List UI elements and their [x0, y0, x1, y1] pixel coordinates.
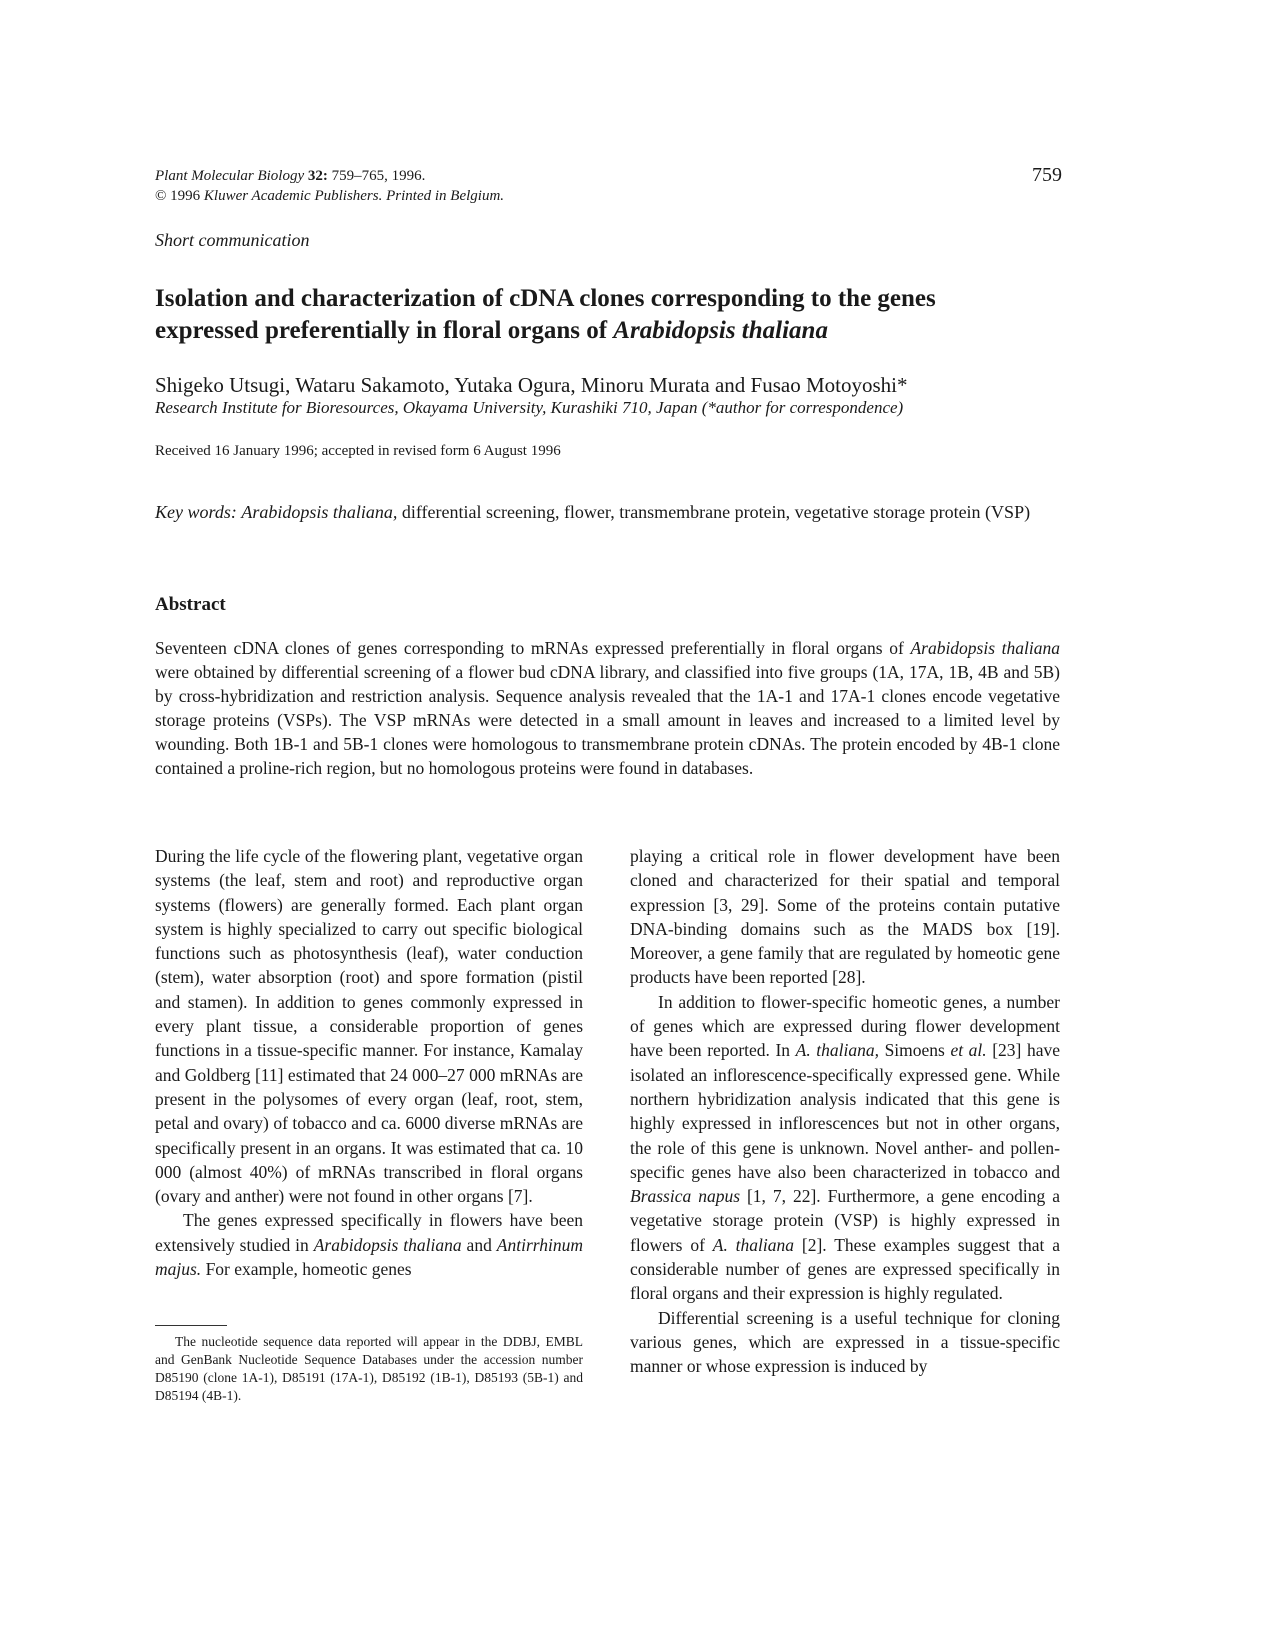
keywords-species: Arabidopsis thaliana, — [241, 502, 398, 522]
right-paragraph-3: Differential screening is a useful technique for cloning various genes, which are expressed in a tissue-specific manner or whose expression is induced by — [630, 1307, 1060, 1377]
printed-in: Printed in Belgium. — [386, 188, 505, 204]
right-column — [630, 844, 1060, 1379]
left-p2-species-2: Antirrhinum majus. — [155, 1234, 583, 1280]
right-p2-part-d: [1, 7, 22]. Furthermore, a gene encoding a vegetative storage protein (VSP) is highly expressed in flowers of — [630, 1186, 1060, 1255]
right-p2-species-2: Brassica napus — [630, 1186, 741, 1207]
title-line-2-prefix: expressed preferentially in floral organs of — [155, 317, 614, 344]
right-p2-species-1: A. thaliana, — [795, 1040, 879, 1061]
keywords-rest: differential screening, flower, transmembrane protein, vegetative storage protein (VSP) — [401, 502, 1031, 522]
footnote-rule — [155, 1325, 227, 1326]
abstract-part-1: Seventeen cDNA clones of genes corresponding to mRNAs expressed preferentially in floral organs of — [155, 638, 911, 658]
keywords — [155, 500, 1060, 524]
copyright-symbol: © — [155, 188, 167, 204]
left-p2-part-b: and — [461, 1234, 497, 1255]
right-p2-et-al: et al. — [950, 1040, 987, 1061]
abstract-heading: Abstract — [155, 594, 226, 615]
left-p2-part-c: For example, homeotic genes — [201, 1259, 412, 1280]
affiliation: Research Institute for Bioresources, Okayama University, Kurashiki 710, Japan (*author for correspondence) — [155, 398, 904, 417]
right-p2-part-c: [23] have isolated an inflorescence-specifically expressed gene. While northern hybridization analysis indicated that this gene is highly expressed in inflorescences but not in other organs, the role of this gene is unknown. Novel anther- and pollen-specific genes have also been characterized in tobacco and — [630, 1040, 1060, 1182]
abstract-species: Arabidopsis thaliana — [910, 638, 1061, 658]
left-column — [155, 844, 583, 1281]
journal-pages-year: 759–765, 1996. — [331, 168, 426, 184]
title-line-1: Isolation and characterization of cDNA clones corresponding to the genes — [155, 285, 936, 312]
copyright-line — [155, 186, 715, 206]
page-number: 759 — [1032, 164, 1062, 186]
title-line-2 — [155, 315, 1075, 347]
right-paragraph-2 — [630, 990, 1060, 1306]
authors: Shigeko Utsugi, Wataru Sakamoto, Yutaka Ogura, Minoru Murata and Fusao Motoyoshi* — [155, 373, 908, 397]
right-p2-part-b: Simoens — [879, 1040, 951, 1061]
copyright-year: 1996 — [170, 188, 201, 204]
article-type: Short communication — [155, 230, 310, 250]
abstract-body — [155, 636, 1060, 780]
abstract-part-2: were obtained by differential screening of a flower bud cDNA library, and classified into five groups (1A, 17A, 1B, 4B and 5B) by cross-hybridization and restriction analysis. Sequence analysis revealed that the 1A-1 and 17A-1 clones encode vegetative storage proteins (VSPs). The VSP mRNAs were detected in a small amount in leaves and increased to a limited level by wounding. Both 1B-1 and 5B-1 clones were homologous to transmembrane protein cDNAs. The protein encoded by 4B-1 clone contained a proline-rich region, but no homologous proteins were found in databases. — [155, 662, 1060, 778]
journal-name: Plant Molecular Biology — [155, 168, 305, 184]
left-paragraph-1: During the life cycle of the flowering plant, vegetative organ systems (the leaf, stem and root) and reproductive organ systems (flowers) are generally formed. Each plant organ system is highly specialized to carry out specific biological functions such as photosynthesis (leaf), water conduction (stem), water absorption (root) and spore formation (pistil and stamen). In addition to genes commonly expressed in every plant tissue, a considerable proportion of genes functions in a tissue-specific manner. For instance, Kamalay and Goldberg [11] estimated that 24 000–27 000 mRNAs are present in the polysomes of every organ (leaf, root, stem, petal and ovary) of tobacco and ca. 6000 diverse mRNAs are specifically present in an organs. It was estimated that ca. 10 000 (almost 40%) of mRNAs transcribed in floral organs (ovary and anther) were not found in other organs [7]. — [155, 846, 583, 1207]
right-p2-species-3: A. thaliana — [712, 1234, 795, 1255]
left-paragraph-2 — [155, 1208, 583, 1281]
title-species: Arabidopsis thaliana — [613, 317, 828, 344]
received-dates: Received 16 January 1996; accepted in revised form 6 August 1996 — [155, 443, 561, 459]
left-p2-part-a: The genes expressed specifically in flowers have been extensively studied in — [155, 1210, 583, 1255]
right-paragraph-1: playing a critical role in flower development have been cloned and characterized for their spatial and temporal expression [3, 29]. Some of the proteins contain putative DNA-binding domains such as the MADS box [19]. Moreover, a gene family that are regulated by homeotic gene products have been reported [28]. — [630, 846, 1060, 988]
article-title — [155, 283, 1075, 347]
journal-citation — [155, 166, 715, 186]
keywords-label: Key words: — [155, 502, 237, 522]
right-p2-part-a: In addition to flower-specific homeotic genes, a number of genes which are expressed during flower development have been reported. In — [630, 991, 1060, 1061]
footnote: The nucleotide sequence data reported will appear in the DDBJ, EMBL and GenBank Nucleotide Sequence Databases under the accession number D85190 (clone 1A-1), D85191 (17A-1), D85192 (1B-1), D85193 (5B-1) and D85194 (4B-1). — [155, 1334, 583, 1403]
journal-volume: 32: — [307, 168, 328, 184]
left-p2-species-1: Arabidopsis thaliana — [313, 1234, 462, 1255]
right-p2-part-e: [2]. These examples suggest that a considerable number of genes are expressed specifically in floral organs and their expression is highly regulated. — [630, 1234, 1060, 1304]
publisher: Kluwer Academic Publishers. — [203, 188, 383, 204]
